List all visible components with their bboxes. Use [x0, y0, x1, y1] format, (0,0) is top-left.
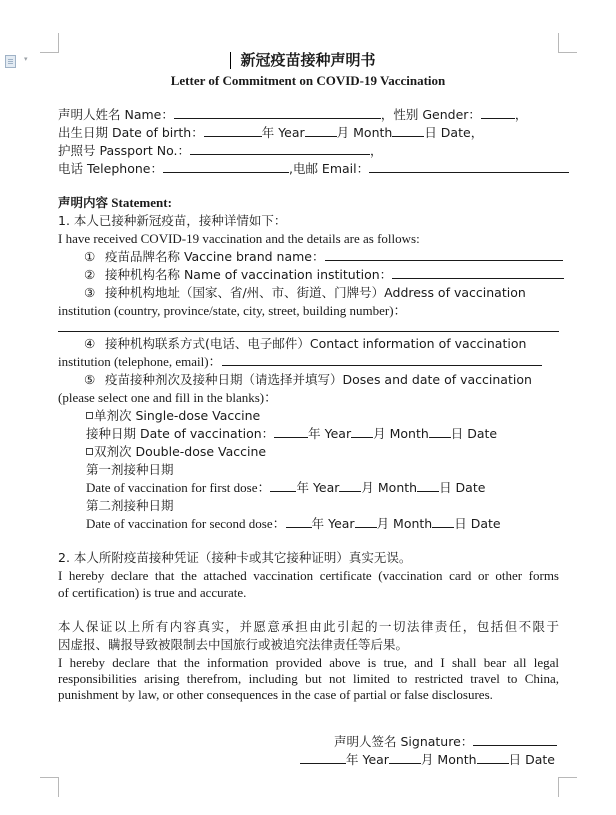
separator: ，: [369, 143, 383, 158]
item2-cn: 2. 本人所附疫苗接种凭证（接种卡或其它接种证明）真实无误。: [58, 550, 412, 565]
single-year-field[interactable]: [274, 425, 308, 438]
second-dose-label: Date of vaccination for second dose：: [86, 516, 286, 531]
guarantee-en-line2: responsibilities arising therefrom, including but not limited to restricted travel to China,: [58, 671, 559, 686]
signature-row: [334, 733, 557, 750]
double-dose-checkbox[interactable]: [86, 448, 93, 455]
single-dose-date-row: [86, 425, 497, 442]
item2-en-line1: I hereby declare that the attached vaccination certificate (vaccination card or other forms: [58, 568, 559, 583]
item1-cn: 1. 本人已接种新冠疫苗，接种详情如下：: [58, 213, 287, 228]
date-label: 日 Date: [454, 516, 501, 531]
crop-mark-bottom-left-h: [40, 777, 59, 778]
sub3-number: ③: [84, 285, 96, 300]
first-month-field[interactable]: [339, 479, 361, 492]
first-dose-row: [86, 479, 485, 496]
first-year-field[interactable]: [270, 479, 296, 492]
sub-item-1: [84, 248, 563, 265]
month-label: 月 Month: [420, 752, 477, 767]
sub5-number: ⑤: [84, 372, 96, 387]
dob-date-field[interactable]: [392, 124, 424, 137]
email-field[interactable]: [369, 160, 569, 173]
institution-address-field[interactable]: [58, 331, 559, 332]
dob-row: [58, 124, 483, 141]
gender-label: 性别 Gender：: [393, 107, 481, 122]
separator: ，: [470, 125, 484, 140]
institution-name-field[interactable]: [392, 266, 564, 279]
vaccine-brand-field[interactable]: [325, 248, 563, 261]
dob-label: 出生日期 Date of birth：: [58, 125, 204, 140]
month-label: 月 Month: [376, 516, 433, 531]
single-date-field[interactable]: [429, 425, 451, 438]
second-month-field[interactable]: [355, 515, 377, 528]
date-label: 日 Date: [424, 125, 471, 140]
passport-field[interactable]: [190, 142, 370, 155]
title-chinese: 新冠疫苗接种声明书: [240, 51, 376, 69]
first-dose-cn: 第一剂接种日期: [86, 462, 174, 477]
statement-heading-cn: 声明内容: [58, 195, 109, 210]
single-dose-label: 单剂次 Single-dose Vaccine: [94, 408, 261, 423]
dropdown-arrow-icon[interactable]: ▾: [24, 55, 28, 63]
statement-heading: [58, 194, 172, 211]
signature-field[interactable]: [473, 733, 557, 746]
institution-contact-label: 接种机构联系方式(电话、电子邮件）Contact information of vaccination: [104, 336, 527, 351]
guarantee-en-line3: punishment by law, or other consequences in the case of partial or false disclosures.: [58, 687, 493, 702]
email-label: ,电邮 Email：: [288, 161, 370, 176]
institution-contact-field[interactable]: [222, 353, 542, 366]
year-label: 年 Year: [261, 125, 305, 140]
double-dose-label: 双剂次 Double-dose Vaccine: [94, 444, 267, 459]
crop-mark-bottom-right-h: [558, 777, 577, 778]
second-dose-row: [86, 515, 501, 532]
sub4-number: ④: [84, 336, 96, 351]
text-cursor: [230, 52, 231, 69]
name-label: 声明人姓名 Name：: [58, 107, 174, 122]
dob-year-field[interactable]: [204, 124, 262, 137]
single-dose-option[interactable]: [86, 407, 260, 424]
item1-en: I have received COVID-19 vaccination and the details are as follows:: [58, 231, 420, 246]
signature-date-row: [300, 751, 555, 768]
doses-label: 疫苗接种剂次及接种日期（请选择并填写）Doses and date of vaccination: [104, 372, 532, 387]
sub-item-5: [84, 371, 532, 388]
second-year-field[interactable]: [286, 515, 312, 528]
date-label: 日 Date: [450, 426, 498, 441]
name-gender-row: [58, 106, 527, 123]
statement-heading-en: Statement:: [111, 195, 172, 210]
signature-date-field[interactable]: [477, 751, 509, 764]
passport-label: 护照号 Passport No.：: [58, 143, 190, 158]
sub1-number: ①: [84, 249, 96, 264]
date-label: 日 Date: [508, 752, 555, 767]
vaccine-brand-label: 疫苗品牌名称 Vaccine brand name：: [104, 249, 325, 264]
single-month-field[interactable]: [351, 425, 373, 438]
date-label: 日 Date: [439, 480, 486, 495]
guarantee-cn-line1: 本人保证以上所有内容真实，并愿意承担由此引起的一切法律责任，包括但不限于: [58, 619, 559, 634]
telephone-label: 电话 Telephone：: [58, 161, 163, 176]
crop-mark-bottom-left-v: [58, 777, 59, 797]
name-field[interactable]: [174, 106, 381, 119]
single-date-label: 接种日期 Date of vaccination：: [86, 426, 275, 441]
sub-item-4: [84, 335, 526, 352]
second-dose-cn: 第二剂接种日期: [86, 498, 174, 513]
telephone-field[interactable]: [163, 160, 289, 173]
separator: ，: [380, 107, 394, 122]
year-label: 年 Year: [296, 480, 340, 495]
institution-contact-label-cont: institution (telephone, email)：: [58, 354, 222, 369]
second-date-field[interactable]: [432, 515, 454, 528]
year-label: 年 Year: [311, 516, 355, 531]
year-label: 年 Year: [308, 426, 352, 441]
single-dose-checkbox[interactable]: [86, 412, 93, 419]
institution-name-label: 接种机构名称 Name of vaccination institution：: [104, 267, 393, 282]
first-dose-label: Date of vaccination for first dose：: [86, 480, 271, 495]
guarantee-en-line1: I hereby declare that the information provided above is true, and I shall bear all legal: [58, 655, 559, 670]
signature-year-field[interactable]: [300, 751, 346, 764]
institution-address-label: 接种机构地址（国家、省/州、市、街道、门牌号）Address of vaccination: [104, 285, 526, 300]
first-date-field[interactable]: [417, 479, 439, 492]
separator: ，: [514, 107, 528, 122]
double-dose-option[interactable]: [86, 443, 266, 460]
month-label: 月 Month: [373, 426, 429, 441]
sub-item-3: [84, 284, 526, 301]
month-label: 月 Month: [336, 125, 393, 140]
title-english: Letter of Commitment on COVID-19 Vaccination: [170, 73, 446, 88]
gender-field[interactable]: [481, 106, 515, 119]
sub-item-2: [84, 266, 564, 283]
doses-label-cont: (please select one and fill in the blanks)：: [58, 390, 278, 405]
sub2-number: ②: [84, 267, 96, 282]
contact-row: [58, 160, 569, 177]
crop-mark-bottom-right-v: [558, 777, 559, 797]
year-label: 年 Year: [346, 752, 389, 767]
passport-row: [58, 142, 383, 159]
signature-month-field[interactable]: [389, 751, 421, 764]
signature-label: 声明人签名 Signature：: [334, 734, 474, 749]
dob-month-field[interactable]: [305, 124, 337, 137]
guarantee-cn-line2: 因虚报、瞒报导致被限制去中国旅行或被追究法律责任等后果。: [58, 637, 409, 652]
institution-address-label-cont: institution (country, province/state, city, street, building number)：: [58, 303, 407, 318]
item2-en-line2: of certification) is true and accurate.: [58, 585, 247, 600]
month-label: 月 Month: [361, 480, 418, 495]
institution-contact-row: [58, 353, 542, 370]
